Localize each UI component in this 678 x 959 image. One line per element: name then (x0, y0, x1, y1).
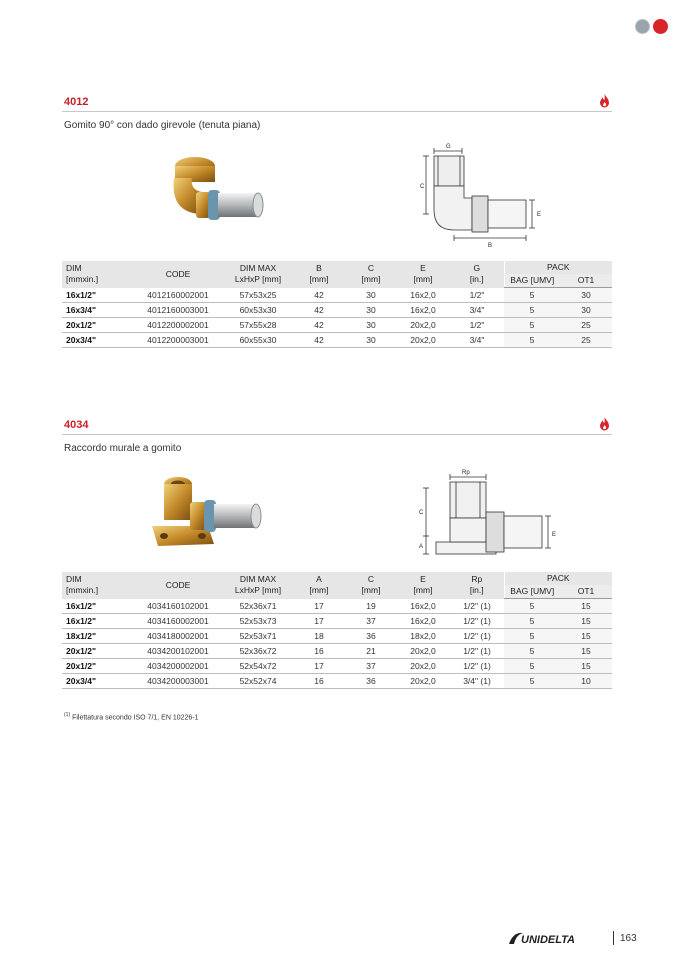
header-icons (635, 19, 668, 34)
brand-name: UNIDELTA (521, 934, 575, 946)
section-description: Raccordo murale a gomito (64, 443, 182, 454)
technical-drawing-4034 (410, 466, 560, 566)
drawing-label-e: E (552, 532, 557, 538)
divider (613, 931, 614, 945)
table-row: 16x1/2" 4034160002001 52x53x73 17 37 16x2,0 1/2" (1) 5 15 (62, 614, 612, 629)
col-code: CODE (132, 572, 224, 599)
product-photo-4034 (150, 474, 270, 559)
drawing-label-b: B (488, 243, 493, 249)
table-row: 20x1/2" 4012200002001 57x55x28 42 30 20x2,0 1/2" 5 25 (62, 318, 612, 333)
footer (507, 930, 637, 946)
drawing-label-e: E (537, 212, 542, 218)
col-a: A [mm] (292, 572, 346, 599)
col-pack: PACK (504, 261, 612, 274)
product-photo-4012 (160, 152, 270, 232)
col-bag: BAG [UMV] (504, 274, 560, 288)
col-bag: BAG [UMV] (504, 585, 560, 599)
section-code: 4034 (64, 419, 89, 431)
col-dimmax: DIM MAX LxHxP [mm] (224, 572, 292, 599)
section-description: Gomito 90° con dado girevole (tenuta piana) (64, 120, 261, 131)
section-code: 4012 (64, 96, 89, 108)
page-number: 163 (620, 932, 637, 944)
footnote (64, 712, 199, 721)
grey-circle-icon (635, 19, 650, 34)
table-row: 16x1/2" 4034160102001 52x36x71 17 19 16x2,0 1/2" (1) 5 15 (62, 599, 612, 614)
section-header (62, 416, 612, 435)
table-row: 16x1/2" 4012160002001 57x53x25 42 30 16x2,0 1/2" 5 30 (62, 288, 612, 303)
red-circle-icon (653, 19, 668, 34)
table-row: 20x1/2" 4034200102001 52x36x72 16 21 20x2,0 1/2" (1) 5 15 (62, 644, 612, 659)
section-4034 (62, 416, 612, 454)
col-c: C [mm] (346, 261, 396, 288)
drawing-label-rp: Rp (462, 470, 470, 476)
table-row: 20x3/4" 4034200003001 52x52x74 16 36 20x2,0 3/4" (1) 5 10 (62, 674, 612, 689)
spec-table-4012 (62, 261, 612, 348)
footnote-marker: (1) (64, 712, 71, 718)
flame-icon (599, 94, 610, 108)
table-row: 18x1/2" 4034180002001 52x53x71 18 36 18x2,0 1/2" (1) 5 15 (62, 629, 612, 644)
col-e: E [mm] (396, 261, 450, 288)
spec-table-4034 (62, 572, 612, 689)
col-ot1: OT1 (560, 274, 612, 288)
col-ot1: OT1 (560, 585, 612, 599)
col-pack: PACK (504, 572, 612, 585)
drawing-label-g: G (446, 144, 451, 150)
col-c: C [mm] (346, 572, 396, 599)
unidelta-logo (507, 930, 607, 946)
technical-drawing-4012 (412, 140, 552, 250)
col-dim: DIM [mmxin.] (62, 261, 132, 288)
table-row: 20x1/2" 4034200002001 52x54x72 17 37 20x2,0 1/2" (1) 5 15 (62, 659, 612, 674)
col-g: G [in.] (450, 261, 504, 288)
col-rp: Rp [in.] (450, 572, 504, 599)
col-e: E [mm] (396, 572, 450, 599)
footnote-text: Filettatura secondo ISO 7/1, EN 10226-1 (72, 714, 199, 722)
col-b: B [mm] (292, 261, 346, 288)
section-header (62, 93, 612, 112)
drawing-label-c: C (420, 184, 425, 190)
drawing-label-a: A (419, 544, 424, 550)
col-dim: DIM [mmxin.] (62, 572, 132, 599)
table-row: 20x3/4" 4012200003001 60x55x30 42 30 20x2,0 3/4" 5 25 (62, 333, 612, 348)
col-code: CODE (132, 261, 224, 288)
table-row: 16x3/4" 4012160003001 60x53x30 42 30 16x2,0 3/4" 5 30 (62, 303, 612, 318)
drawing-label-c: C (419, 510, 424, 516)
col-dimmax: DIM MAX LxHxP [mm] (224, 261, 292, 288)
section-4012 (62, 93, 612, 131)
flame-icon (599, 417, 610, 431)
